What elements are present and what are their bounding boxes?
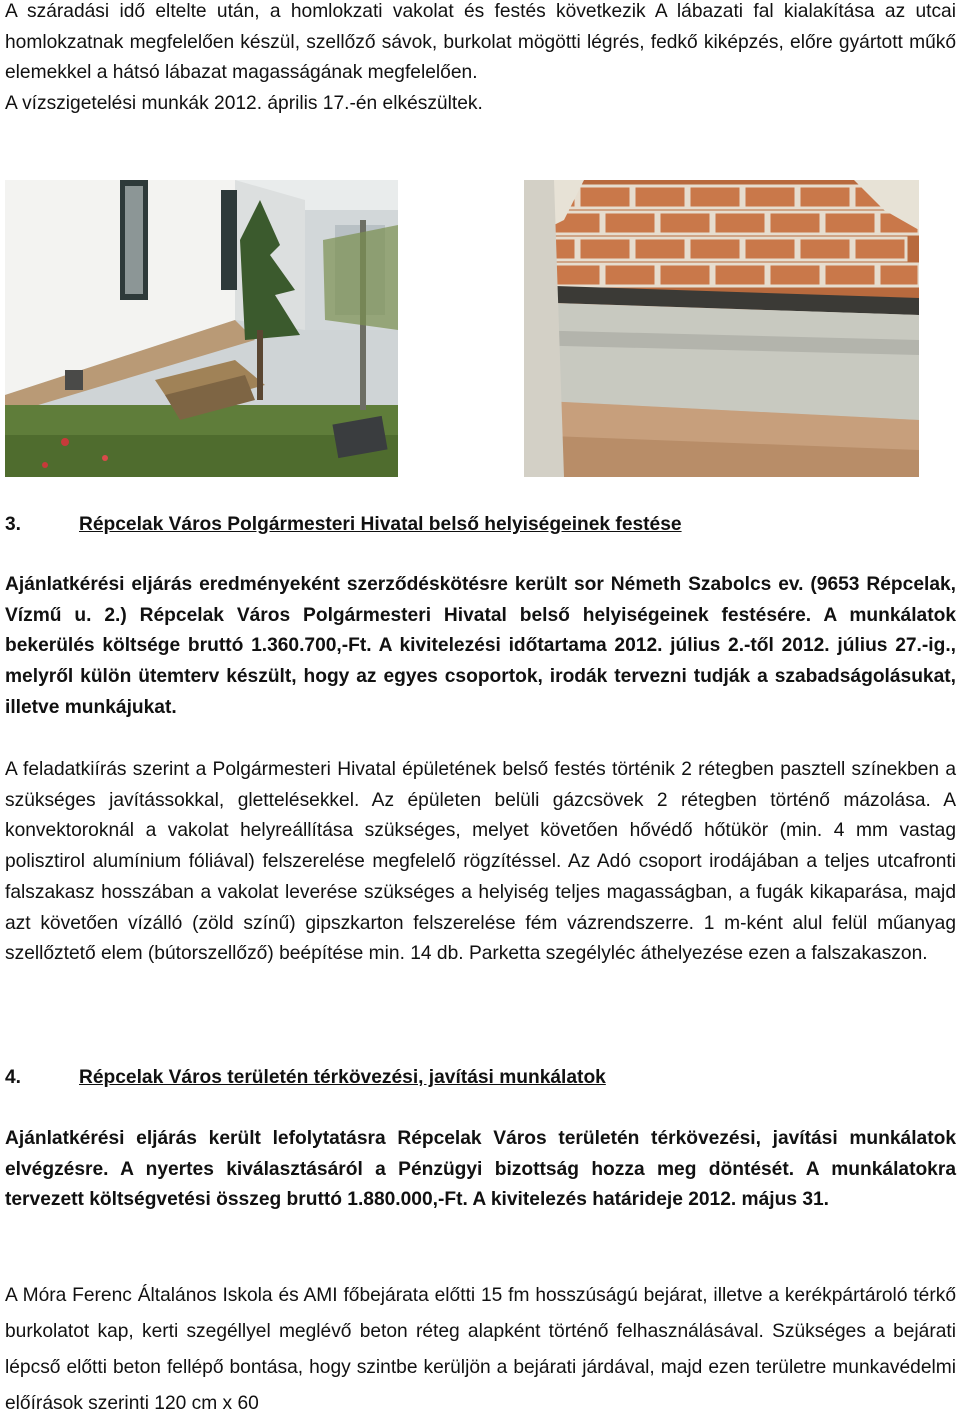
section-3-bold-text: Ajánlatkérési eljárás eredményeként szerződéskötésre került sor Németh Szabolcs ev. (9653 Répcelak, Vízmű u. 2.) Répcelak Város Polgármesteri Hivatal belső helyiségeinek festésére. A munkálatok bekerülés költsége bruttó 1.360.700,-Ft. A kivitelezési időtartama 2012. július 2.-től 2012. július 27.-ig., melyről külön ütemterv készült, hogy az egyes csoportok, irodák tervezni tudják a szabadságolásukat, illetve munkájukat.: [5, 574, 956, 718]
section-4-text: A Móra Ferenc Általános Iskola és AMI főbejárata előtti 15 fm hosszúságú bejárat, illetve a kerékpártároló térkő burkolatot kap, kerti szegéllyel meglévő beton réteg alapként történő felhasználásával. Szükséges a bejárati lépcső előtti beton fellépő bontása, hogy szintbe kerüljön a bejárati járdával, majd ezen területre munkavédelmi előírások szerinti 120 cm x 60: [5, 1285, 956, 1414]
intro-text: [5, 0, 956, 120]
section-3-title: Répcelak Város Polgármesteri Hivatal belső helyiségeinek festése: [79, 514, 682, 535]
section-4-bold-text: Ajánlatkérési eljárás került lefolytatásra Répcelak Város területén térkövezési, javítási munkálatok elvégzésre. A nyertes kiválasztásáról a Pénzügyi bizottság hozza meg döntését. A munkálatokra tervezett költségvetési összeg bruttó 1.880.000,-Ft. A kivitelezés határideje 2012. május 31.: [5, 1128, 956, 1211]
section-4-tender-paragraph: [5, 1124, 956, 1216]
brick-wall-photo: [524, 180, 919, 477]
section-3-contract-paragraph: [5, 570, 956, 724]
section-3-description-paragraph: [5, 755, 956, 970]
section-4-number: 4.: [5, 1067, 22, 1088]
photo-row: [5, 180, 956, 477]
intro-paragraph-2: A vízszigetelési munkák 2012. április 17.-én elkészültek.: [5, 93, 483, 115]
section-4-description-paragraph: [5, 1278, 956, 1422]
section-4-title: Répcelak Város területén térkövezési, javítási munkálatok: [79, 1067, 606, 1088]
section-4-heading: [5, 1063, 956, 1093]
section-3-heading: [5, 510, 956, 540]
building-facade-photo: [5, 180, 398, 477]
section-3-text: A feladatkiírás szerint a Polgármesteri Hivatal épületének belső festés történik 2 rétegben pasztell színekben a szükséges javítássokkal, glettelésekkel. Az épületen belüli gázcsövek 2 rétegben történő mázolása. A konvektoroknál a vakolat helyreállítása szükséges, melyet követően hővédő hőtükör (min. 4 mm vastag polisztirol alumínium fóliával) felszerelése megfelelő rögzítéssel. Az Adó csoport irodájában a teljes utcafronti falszakasz hosszában a vakolat leverése szükséges a helyiség teljes magasságban, a fugák kikaparása, majd azt követően vízálló (zöld színű) gipszkarton felszerelése fém vázrendszerre. 1 m-ként alul felül műanyag szellőztető elem (bútorszellőző) beépítése min. 14 db. Parketta szegélyléc áthelyezése ezen a falszakaszon.: [5, 759, 956, 965]
intro-paragraph-1: A száradási idő eltelte után, a homlokzati vakolat és festés következik A lábazati fal kialakítása az utcai homlokzatnak megfelelően készül, szellőző sávok, burkolat mögötti légrés, fedkő kiképzés, előre gyártott műkő elemekkel a hátsó lábazat magasságának megfelelően.: [5, 1, 956, 84]
section-3-number: 3.: [5, 514, 22, 535]
